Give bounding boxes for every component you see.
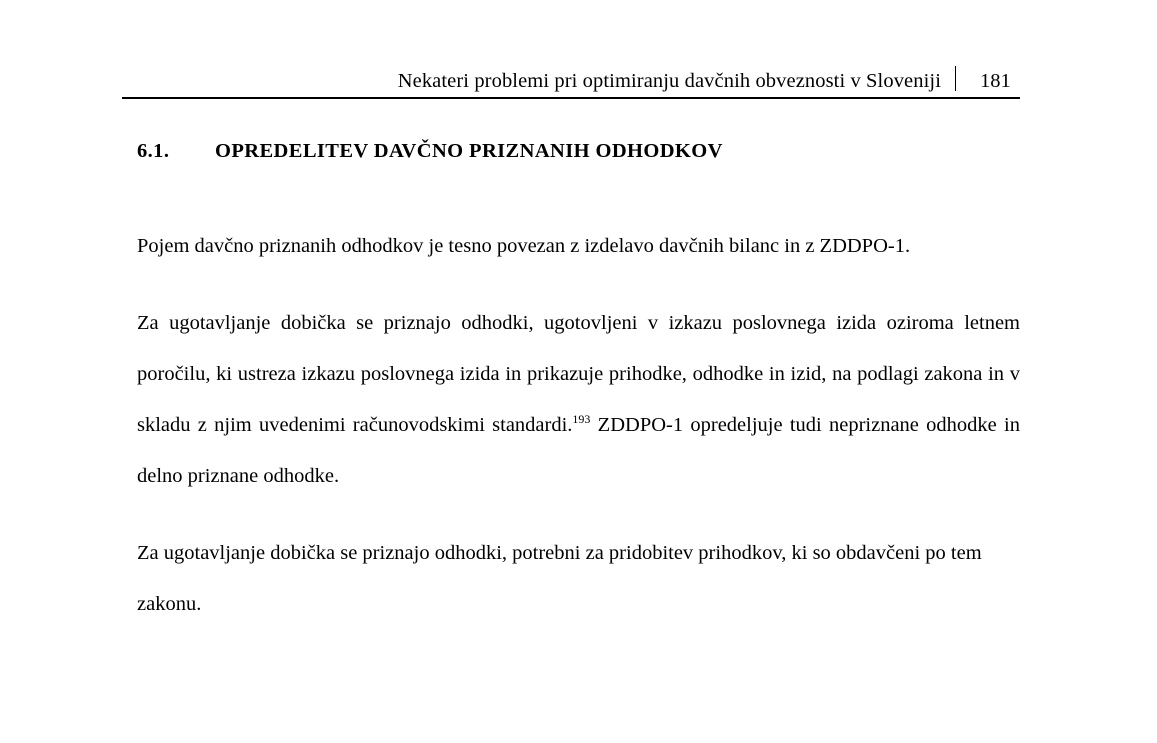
running-header [122,62,1020,93]
header-divider [955,66,956,91]
paragraph-1: Pojem davčno priznanih odhodkov je tesno povezan z izdelavo davčnih bilanc in z ZDDPO-1. [137,235,911,257]
section-number: 6.1. [137,140,170,162]
document-body [137,140,1020,630]
section-heading [137,140,1020,163]
paragraph-2-text-start: Za ugotavljanje dobička se priznajo odhodki, ugotovljeni v izkazu poslovnega izida oziroma letnem poročilu, ki ustreza izkazu poslovnega izida in prikazuje prihodke, odhodke in izid, na podlagi zakona in v skladu z njim uvedenimi računovodskimi standardi. [137,312,1020,436]
paragraph-3: Za ugotavljanje dobička se priznajo odhodki, potrebni za pridobitev prihodkov, ki so obdavčeni po tem zakonu. [137,542,982,615]
footnote-reference: 193 [572,412,591,427]
paragraph-2 [137,298,1020,502]
paragraph-2-text-end: ZDDPO-1 opredeljuje tudi nepriznane odhodke in delno priznane odhodke. [137,414,1020,487]
header-rule [122,97,1020,99]
page-number: 181 [980,70,1011,92]
running-header-title: Nekateri problemi pri optimiranju davčnih obveznosti v Sloveniji [397,70,941,92]
page-title: OPREDELITEV DAVČNO PRIZNANIH ODHODKOV [215,140,723,162]
